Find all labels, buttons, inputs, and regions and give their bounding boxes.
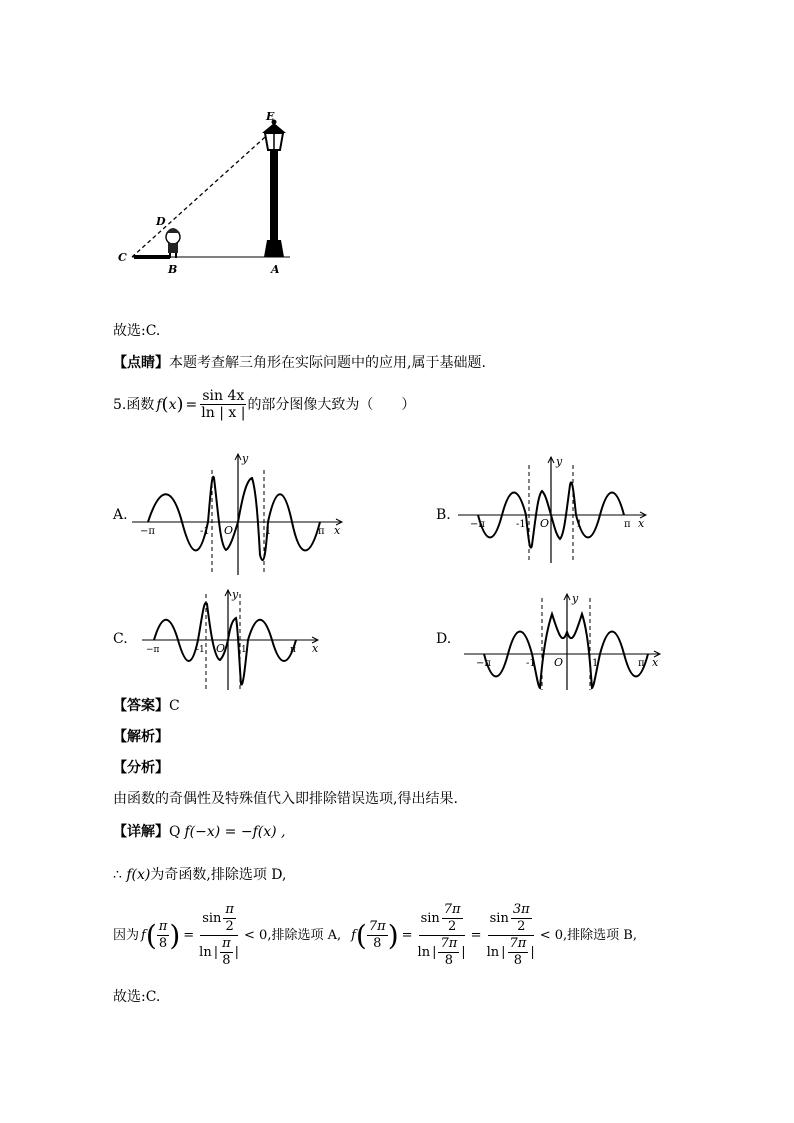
fraction-numerator: sin 4x xyxy=(202,388,245,404)
label-C: C xyxy=(118,251,127,264)
option-c-graph[interactable] xyxy=(140,588,325,693)
frac-8: 8 xyxy=(158,936,168,951)
analysis-tag: 【解析】 xyxy=(113,729,169,745)
odd-function-text: 为奇函数,排除选项 D, xyxy=(150,867,287,883)
option-c-label[interactable]: C. xyxy=(113,631,128,647)
neg-pi-label: −π xyxy=(476,658,491,669)
y-label: y xyxy=(242,452,249,465)
frac-7pi: 7π xyxy=(440,936,458,951)
func-name: f xyxy=(156,396,162,413)
frac-8: 8 xyxy=(513,953,523,968)
option-a-label[interactable]: A. xyxy=(113,507,128,523)
frac-8: 8 xyxy=(373,936,382,951)
fenxi-tag: 【分析】 xyxy=(113,760,169,776)
origin-label: O xyxy=(216,642,226,655)
detail-tag: 【详解】 xyxy=(113,824,169,840)
lamp-post-figure xyxy=(110,105,310,280)
question-fraction xyxy=(199,388,247,421)
exclude-b-text: ,排除选项 B, xyxy=(563,927,637,943)
origin-label: O xyxy=(554,656,564,669)
sin-label: sin xyxy=(202,910,222,926)
fx-symbol: f(x) xyxy=(126,867,151,883)
frac-8: 8 xyxy=(444,953,453,968)
neg-pi-label: −π xyxy=(140,526,155,537)
origin-label: O xyxy=(540,517,550,530)
one-label: 1 xyxy=(576,519,583,530)
neg-one-label: -1 xyxy=(516,519,526,530)
frac-2: 2 xyxy=(517,919,526,934)
frac-7pi: 7π xyxy=(509,936,527,951)
option-b-graph[interactable] xyxy=(456,455,656,565)
question-number: 5. xyxy=(113,396,127,413)
label-D: D xyxy=(156,215,166,228)
prev-conclusion: 故选:C. xyxy=(113,323,161,339)
ln-label: ln xyxy=(486,944,500,960)
lt-zero: < 0 xyxy=(244,927,268,943)
detail-line3: 因为 f ( $\frac{\pi}{8}$ ) = sin $\frac{\pi}{2}$ ln | $\frac{\pi}{8}$ | < 0 ,排除选项 A, f ( $\frac{7\pi}{8}$ ) = sin $\frac{7\pi}{2}$ ln | $\frac{7\pi}{8}$ | = sin $\frac{3\pi}{2}$ ln | $\frac{7\pi}{8}$ | < 0 ,排除选项 B, xyxy=(113,902,637,968)
option-a-graph[interactable] xyxy=(130,450,350,580)
pi-label: π xyxy=(290,645,296,655)
fenxi-text: 由函数的奇偶性及特殊值代入即排除错误选项,得出结果. xyxy=(113,791,458,807)
option-b-label[interactable]: B. xyxy=(436,507,451,523)
sin-label: sin xyxy=(420,910,440,926)
question-prefix: 函数 xyxy=(126,396,155,413)
comment-tag: 【点睛】 xyxy=(113,355,169,371)
detail-line2 xyxy=(113,866,286,884)
ln-label: ln xyxy=(199,944,212,960)
detail-line1 xyxy=(113,823,285,841)
y-label: y xyxy=(232,588,239,601)
answer-value: C xyxy=(169,698,180,714)
lt-zero: < 0 xyxy=(539,927,564,943)
one-label: 1 xyxy=(241,645,247,655)
frac-pi: π xyxy=(222,936,231,951)
option-d-graph[interactable] xyxy=(462,592,667,692)
neg-one-label: -1 xyxy=(526,658,536,669)
neg-pi-label: −π xyxy=(470,519,485,530)
frac-pi: π xyxy=(158,919,168,934)
origin-label: O xyxy=(224,524,234,537)
prev-comment xyxy=(113,354,486,372)
because-symbol: Q xyxy=(169,824,181,840)
fraction-denominator: ln | x | xyxy=(201,405,246,421)
therefore-symbol: ∴ xyxy=(113,867,122,883)
neg-one-label: -1 xyxy=(196,645,205,655)
y-label: y xyxy=(572,592,579,605)
answer-tag: 【答案】 xyxy=(113,698,169,714)
answer-line xyxy=(113,697,180,715)
func-var: x xyxy=(168,396,177,413)
ln-label: ln xyxy=(417,944,431,960)
x-label: x xyxy=(638,517,645,530)
question-suffix: 的部分图像大致为（ ） xyxy=(247,396,416,413)
comment-text: 本题考查解三角形在实际问题中的应用,属于基础题. xyxy=(169,355,486,371)
frac-pi: π xyxy=(225,902,234,917)
because-text: 因为 xyxy=(113,927,140,943)
x-label: x xyxy=(652,656,659,669)
oddness-equation: f(−x) = −f(x) , xyxy=(184,824,286,840)
frac-7pi: 7π xyxy=(368,919,386,934)
final-conclusion: 故选:C. xyxy=(113,989,161,1005)
one-label: 1 xyxy=(265,526,272,537)
label-E: E xyxy=(266,110,275,123)
y-label: y xyxy=(556,455,563,468)
neg-one-label: -1 xyxy=(200,526,210,537)
x-label: x xyxy=(312,642,319,655)
one-label: 1 xyxy=(592,658,599,669)
neg-pi-label: −π xyxy=(146,645,160,655)
frac-3pi: 3π xyxy=(512,902,530,917)
option-d-label[interactable]: D. xyxy=(436,631,452,647)
label-B: B xyxy=(168,263,178,276)
sin-label: sin xyxy=(489,910,509,926)
frac-2: 2 xyxy=(448,919,457,934)
question-5: 5. 函数 f ( x ) = $\frac{\sin 4x}{\ln | x |}$ 的部分图像大致为（ ） xyxy=(113,388,416,421)
frac-8: 8 xyxy=(222,953,231,968)
pi-label: π xyxy=(318,526,325,537)
frac-7pi: 7π xyxy=(443,902,461,917)
pi-label: π xyxy=(624,519,631,530)
exclude-a-text: ,排除选项 A, xyxy=(267,927,342,943)
pi-label: π xyxy=(638,658,645,669)
frac-2: 2 xyxy=(225,919,234,934)
label-A: A xyxy=(271,263,280,276)
x-label: x xyxy=(334,524,341,537)
